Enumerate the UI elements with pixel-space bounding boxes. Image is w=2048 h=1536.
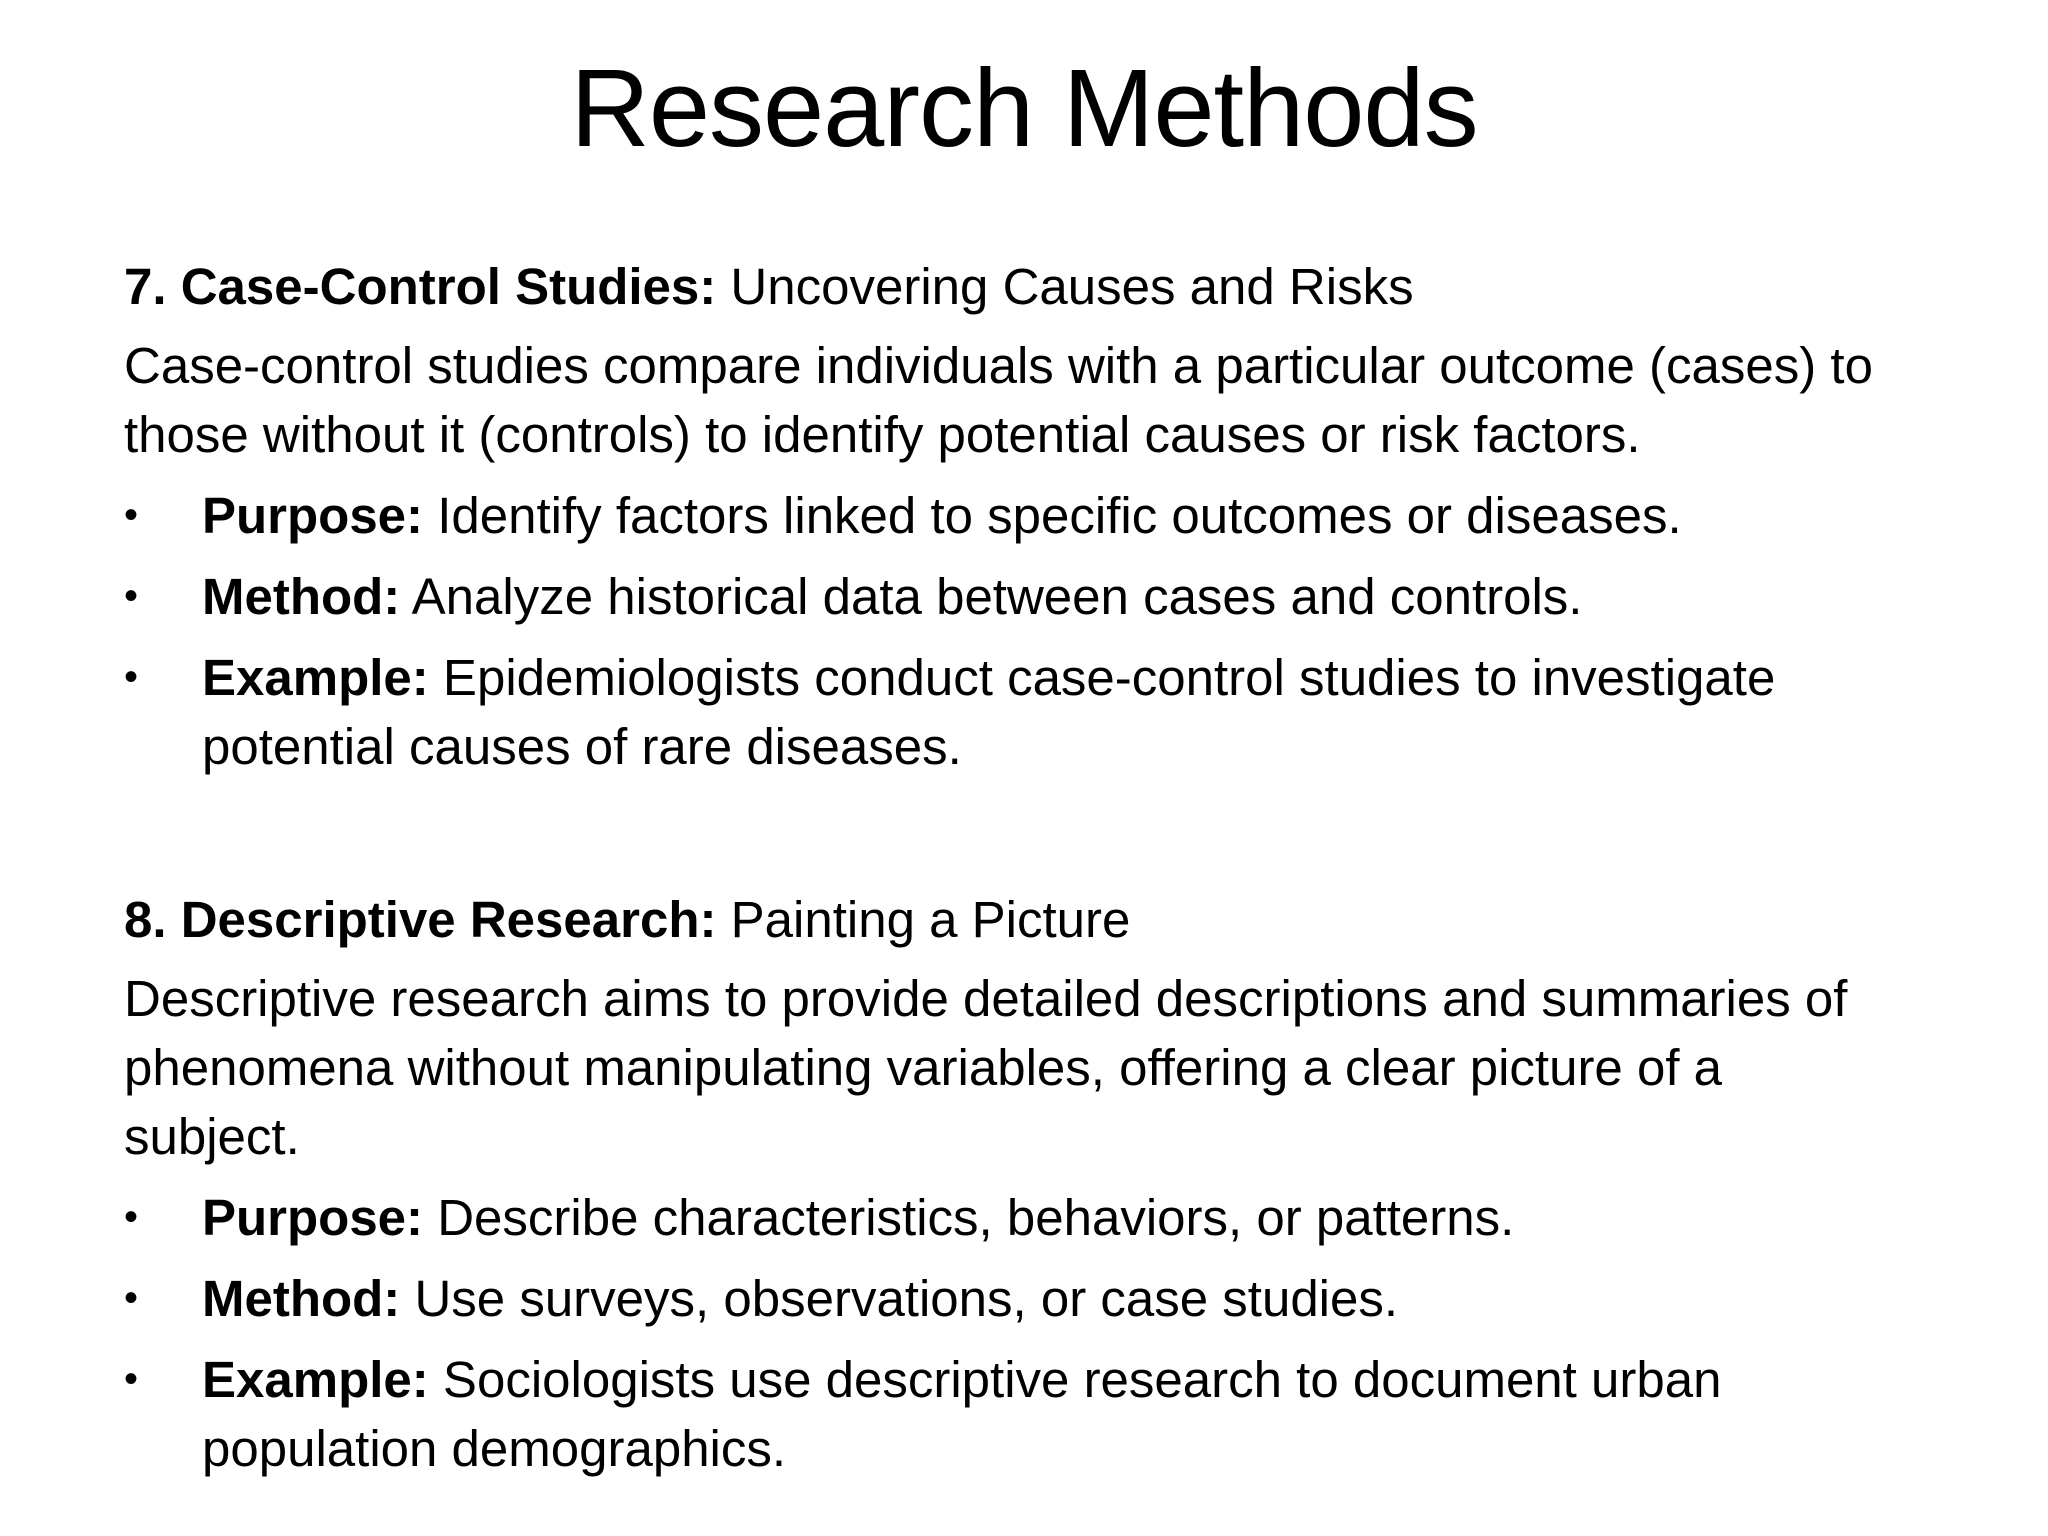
bullet-list [124,1183,1924,1483]
section-heading [124,885,1924,954]
bullet-icon: • [124,493,139,537]
section-heading-text: Uncovering Causes and Risks [716,258,1414,315]
bullet-item-method [124,1264,1894,1333]
bullet-item-example [124,1345,1894,1483]
bullet-text: Sociologists use descriptive research to document urban population demographics. [202,1351,1722,1477]
section-heading [124,252,1924,321]
bullet-text: Describe characteristics, behaviors, or patterns. [423,1189,1515,1246]
bullet-text: Analyze historical data between cases and controls. [400,568,1583,625]
section-descriptive-research [124,885,1924,1483]
slide-title: Research Methods [570,47,1478,170]
bullet-text: Use surveys, observations, or case studies. [400,1270,1399,1327]
section-spacer [124,793,1924,885]
section-heading-text: Painting a Picture [716,891,1131,948]
bullet-icon: • [124,574,139,618]
bullet-label: Purpose: [202,487,424,544]
slide-content [124,252,1924,1495]
section-paragraph: Case-control studies compare individuals with a particular outcome (cases) to those without it (controls) to identify potential causes or risk factors. [124,337,1873,463]
bullet-label: Method: [202,1270,401,1327]
bullet-item-example [124,643,1894,781]
bullet-label: Example: [202,649,429,706]
bullet-list [124,481,1924,781]
bullet-text: Identify factors linked to specific outcomes or diseases. [423,487,1682,544]
bullet-label: Example: [202,1351,429,1408]
bullet-icon: • [124,1357,139,1401]
section-heading-label: 7. Case-Control Studies: [124,258,717,315]
bullet-label: Method: [202,568,401,625]
section-paragraph: Descriptive research aims to provide detailed descriptions and summaries of phenomena without manipulating variables, offering a clear picture of a subject. [124,970,1848,1165]
bullet-icon: • [124,1195,139,1239]
bullet-item-purpose [124,1183,1894,1252]
bullet-item-purpose [124,481,1894,550]
bullet-icon: • [124,655,139,699]
bullet-label: Purpose: [202,1189,424,1246]
bullet-icon: • [124,1276,139,1320]
bullet-text: Epidemiologists conduct case-control studies to investigate potential causes of rare diseases. [202,649,1776,775]
section-heading-label: 8. Descriptive Research: [124,891,717,948]
section-case-control-studies [124,252,1924,781]
bullet-item-method [124,562,1894,631]
